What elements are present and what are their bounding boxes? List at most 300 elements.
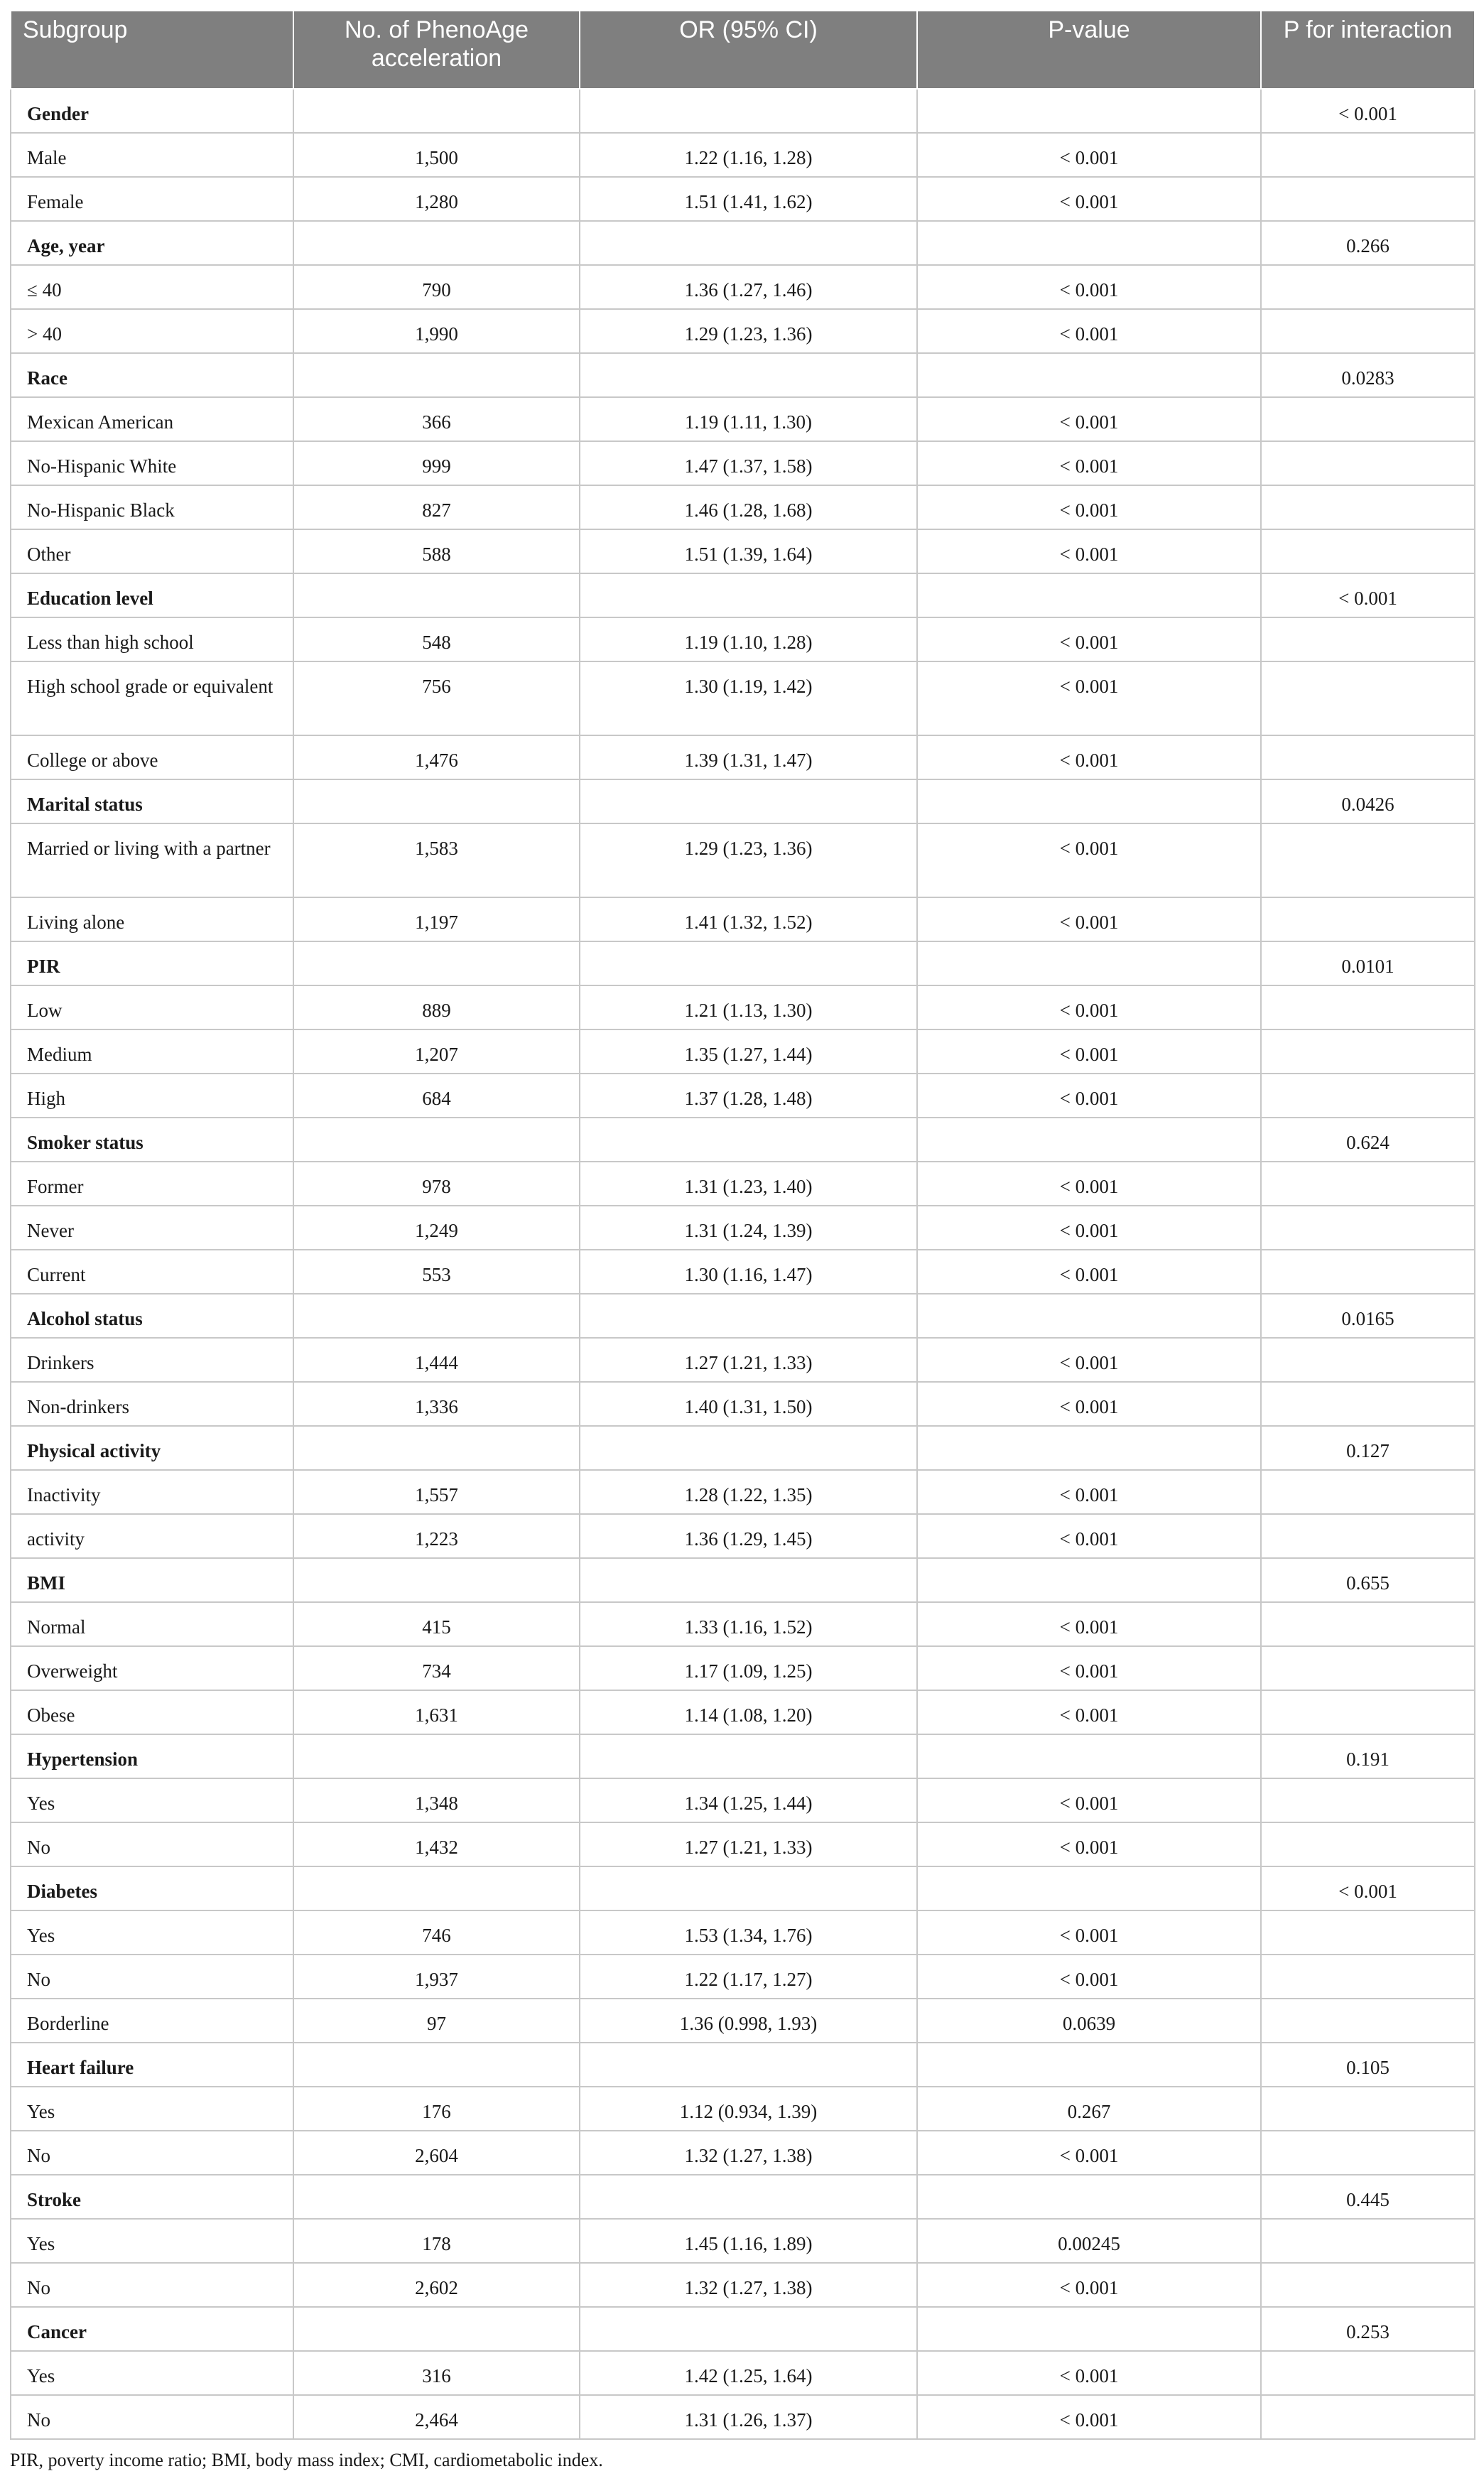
subgroup-cell: Mexican American	[11, 397, 293, 441]
or-cell: 1.45 (1.16, 1.89)	[580, 2219, 917, 2263]
count-cell: 1,336	[293, 1382, 580, 1426]
p-interaction-cell	[1261, 1250, 1475, 1294]
table-group-row	[11, 779, 1475, 823]
subgroup-cell: Cancer	[11, 2307, 293, 2351]
p-interaction-cell	[1261, 309, 1475, 353]
count-cell: 889	[293, 985, 580, 1029]
p-value-cell: < 0.001	[917, 617, 1261, 661]
table-group-row	[11, 353, 1475, 397]
p-value-cell	[917, 941, 1261, 985]
or-cell: 1.34 (1.25, 1.44)	[580, 1778, 917, 1822]
p-value-cell: < 0.001	[917, 2131, 1261, 2175]
table-row	[11, 1999, 1475, 2043]
count-cell: 366	[293, 397, 580, 441]
or-cell: 1.19 (1.11, 1.30)	[580, 397, 917, 441]
count-cell: 97	[293, 1999, 580, 2043]
p-interaction-cell	[1261, 1206, 1475, 1250]
p-interaction-cell	[1261, 133, 1475, 177]
p-value-cell: < 0.001	[917, 397, 1261, 441]
subgroup-cell: No	[11, 1955, 293, 1999]
table-row	[11, 397, 1475, 441]
count-cell: 176	[293, 2087, 580, 2131]
or-cell: 1.46 (1.28, 1.68)	[580, 485, 917, 529]
or-cell: 1.41 (1.32, 1.52)	[580, 897, 917, 941]
table-row	[11, 823, 1475, 897]
p-value-cell	[917, 2307, 1261, 2351]
table-body	[11, 89, 1475, 2439]
p-value-cell: < 0.001	[917, 2351, 1261, 2395]
p-interaction-cell	[1261, 1910, 1475, 1955]
table-row	[11, 1250, 1475, 1294]
table-group-row	[11, 2175, 1475, 2219]
subgroup-cell: Male	[11, 133, 293, 177]
subgroup-cell: No	[11, 2131, 293, 2175]
p-value-cell	[917, 1866, 1261, 1910]
or-cell	[580, 221, 917, 265]
p-value-cell: < 0.001	[917, 1690, 1261, 1734]
or-cell: 1.12 (0.934, 1.39)	[580, 2087, 917, 2131]
table-row	[11, 1778, 1475, 1822]
or-cell: 1.51 (1.39, 1.64)	[580, 529, 917, 573]
count-cell: 827	[293, 485, 580, 529]
or-cell: 1.29 (1.23, 1.36)	[580, 309, 917, 353]
count-cell: 1,583	[293, 823, 580, 897]
p-interaction-cell	[1261, 1338, 1475, 1382]
subgroup-cell: Yes	[11, 2087, 293, 2131]
table-row	[11, 1206, 1475, 1250]
p-interaction-cell	[1261, 2263, 1475, 2307]
p-value-cell: < 0.001	[917, 1162, 1261, 1206]
p-value-cell	[917, 353, 1261, 397]
count-cell	[293, 2307, 580, 2351]
subgroup-cell: Current	[11, 1250, 293, 1294]
or-cell: 1.31 (1.26, 1.37)	[580, 2395, 917, 2439]
table-row	[11, 897, 1475, 941]
p-value-cell: < 0.001	[917, 265, 1261, 309]
count-cell: 978	[293, 1162, 580, 1206]
or-cell: 1.42 (1.25, 1.64)	[580, 2351, 917, 2395]
subgroup-cell: Alcohol status	[11, 1294, 293, 1338]
subgroup-cell: Age, year	[11, 221, 293, 265]
p-interaction-cell	[1261, 2351, 1475, 2395]
or-cell	[580, 1866, 917, 1910]
p-value-cell: < 0.001	[917, 985, 1261, 1029]
table-row	[11, 1910, 1475, 1955]
p-value-cell: < 0.001	[917, 1646, 1261, 1690]
table-group-row	[11, 1294, 1475, 1338]
subgroup-cell: activity	[11, 1514, 293, 1558]
p-value-cell	[917, 2043, 1261, 2087]
subgroup-cell: Low	[11, 985, 293, 1029]
subgroup-cell: Never	[11, 1206, 293, 1250]
p-value-cell: < 0.001	[917, 1778, 1261, 1822]
table-row	[11, 485, 1475, 529]
count-cell: 1,223	[293, 1514, 580, 1558]
table-group-row	[11, 2307, 1475, 2351]
table-row	[11, 2131, 1475, 2175]
p-interaction-cell	[1261, 661, 1475, 735]
p-interaction-cell	[1261, 2395, 1475, 2439]
p-interaction-cell: 0.253	[1261, 2307, 1475, 2351]
count-cell	[293, 353, 580, 397]
subgroup-cell: Non-drinkers	[11, 1382, 293, 1426]
p-interaction-cell: 0.0426	[1261, 779, 1475, 823]
or-cell	[580, 1734, 917, 1778]
subgroup-cell: Heart failure	[11, 2043, 293, 2087]
table-group-row	[11, 941, 1475, 985]
table-row	[11, 2263, 1475, 2307]
p-interaction-cell	[1261, 485, 1475, 529]
p-value-cell: < 0.001	[917, 735, 1261, 779]
p-interaction-cell	[1261, 1602, 1475, 1646]
p-value-cell	[917, 1734, 1261, 1778]
p-value-cell	[917, 1558, 1261, 1602]
subgroup-cell: Female	[11, 177, 293, 221]
or-cell	[580, 779, 917, 823]
or-cell: 1.21 (1.13, 1.30)	[580, 985, 917, 1029]
table-group-row	[11, 1734, 1475, 1778]
p-value-cell: < 0.001	[917, 1602, 1261, 1646]
p-interaction-cell	[1261, 1646, 1475, 1690]
subgroup-cell: Yes	[11, 1910, 293, 1955]
p-interaction-cell	[1261, 1999, 1475, 2043]
count-cell	[293, 1734, 580, 1778]
count-cell	[293, 779, 580, 823]
table-group-row	[11, 89, 1475, 133]
p-interaction-cell	[1261, 2087, 1475, 2131]
p-interaction-cell	[1261, 1029, 1475, 1074]
p-value-cell	[917, 573, 1261, 617]
p-value-cell: < 0.001	[917, 485, 1261, 529]
count-cell: 790	[293, 265, 580, 309]
or-cell	[580, 941, 917, 985]
subgroup-cell: Drinkers	[11, 1338, 293, 1382]
or-cell: 1.29 (1.23, 1.36)	[580, 823, 917, 897]
table-group-row	[11, 221, 1475, 265]
subgroup-cell: No	[11, 2395, 293, 2439]
or-cell: 1.31 (1.23, 1.40)	[580, 1162, 917, 1206]
subgroup-cell: Hypertension	[11, 1734, 293, 1778]
table-group-row	[11, 2043, 1475, 2087]
table-row	[11, 1029, 1475, 1074]
p-interaction-cell: 0.0165	[1261, 1294, 1475, 1338]
count-cell	[293, 1118, 580, 1162]
p-interaction-cell	[1261, 1074, 1475, 1118]
or-cell	[580, 1558, 917, 1602]
subgroup-cell: Yes	[11, 2351, 293, 2395]
p-value-cell: < 0.001	[917, 529, 1261, 573]
or-cell: 1.14 (1.08, 1.20)	[580, 1690, 917, 1734]
p-value-cell: 0.267	[917, 2087, 1261, 2131]
subgroup-cell: College or above	[11, 735, 293, 779]
subgroup-cell: BMI	[11, 1558, 293, 1602]
table-row	[11, 1074, 1475, 1118]
or-cell	[580, 1294, 917, 1338]
count-cell: 1,432	[293, 1822, 580, 1866]
count-cell	[293, 941, 580, 985]
p-value-cell: < 0.001	[917, 441, 1261, 485]
count-cell: 1,444	[293, 1338, 580, 1382]
subgroup-cell: No	[11, 2263, 293, 2307]
subgroup-cell: Smoker status	[11, 1118, 293, 1162]
table-group-row	[11, 1426, 1475, 1470]
p-interaction-cell: 0.0101	[1261, 941, 1475, 985]
table-row	[11, 1955, 1475, 1999]
or-cell: 1.17 (1.09, 1.25)	[580, 1646, 917, 1690]
table-row	[11, 617, 1475, 661]
table-row	[11, 441, 1475, 485]
p-value-cell	[917, 1294, 1261, 1338]
subgroup-cell: Normal	[11, 1602, 293, 1646]
subgroup-cell: Inactivity	[11, 1470, 293, 1514]
table-row	[11, 529, 1475, 573]
p-value-cell	[917, 2175, 1261, 2219]
subgroup-cell: Yes	[11, 1778, 293, 1822]
or-cell: 1.22 (1.16, 1.28)	[580, 133, 917, 177]
or-cell: 1.51 (1.41, 1.62)	[580, 177, 917, 221]
p-value-cell: < 0.001	[917, 661, 1261, 735]
p-interaction-cell: < 0.001	[1261, 89, 1475, 133]
count-cell: 548	[293, 617, 580, 661]
table-row	[11, 1690, 1475, 1734]
count-cell: 756	[293, 661, 580, 735]
table-row	[11, 177, 1475, 221]
or-cell: 1.37 (1.28, 1.48)	[580, 1074, 917, 1118]
p-interaction-cell: < 0.001	[1261, 1866, 1475, 1910]
p-interaction-cell: 0.655	[1261, 1558, 1475, 1602]
p-value-cell: < 0.001	[917, 1822, 1261, 1866]
table-group-row	[11, 573, 1475, 617]
or-cell: 1.19 (1.10, 1.28)	[580, 617, 917, 661]
table-row	[11, 1602, 1475, 1646]
count-cell: 1,207	[293, 1029, 580, 1074]
p-value-cell: < 0.001	[917, 1206, 1261, 1250]
p-interaction-cell	[1261, 177, 1475, 221]
p-value-cell: < 0.001	[917, 1955, 1261, 1999]
p-value-cell: < 0.001	[917, 1250, 1261, 1294]
or-cell	[580, 2175, 917, 2219]
p-value-cell: 0.0639	[917, 1999, 1261, 2043]
or-cell: 1.40 (1.31, 1.50)	[580, 1382, 917, 1426]
table-row	[11, 985, 1475, 1029]
subgroup-analysis-table	[10, 10, 1475, 2440]
p-interaction-cell: 0.445	[1261, 2175, 1475, 2219]
p-interaction-cell	[1261, 985, 1475, 1029]
p-value-cell: < 0.001	[917, 823, 1261, 897]
subgroup-cell: No	[11, 1822, 293, 1866]
count-cell	[293, 221, 580, 265]
count-cell: 553	[293, 1250, 580, 1294]
count-cell	[293, 1294, 580, 1338]
count-cell: 1,476	[293, 735, 580, 779]
p-value-cell: < 0.001	[917, 177, 1261, 221]
subgroup-cell: Borderline	[11, 1999, 293, 2043]
count-cell: 2,602	[293, 2263, 580, 2307]
count-cell	[293, 2175, 580, 2219]
header-count: No. of PhenoAge acceleration	[293, 11, 580, 89]
or-cell	[580, 573, 917, 617]
table-group-row	[11, 1866, 1475, 1910]
table-row	[11, 2087, 1475, 2131]
count-cell: 178	[293, 2219, 580, 2263]
subgroup-cell: Gender	[11, 89, 293, 133]
p-interaction-cell: 0.127	[1261, 1426, 1475, 1470]
count-cell: 1,249	[293, 1206, 580, 1250]
or-cell: 1.32 (1.27, 1.38)	[580, 2263, 917, 2307]
subgroup-cell: Stroke	[11, 2175, 293, 2219]
subgroup-cell: Race	[11, 353, 293, 397]
table-footnote: PIR, poverty income ratio; BMI, body mass index; CMI, cardiometabolic index.	[10, 2450, 603, 2470]
p-value-cell: < 0.001	[917, 1514, 1261, 1558]
count-cell: 1,990	[293, 309, 580, 353]
p-value-cell: < 0.001	[917, 1382, 1261, 1426]
p-interaction-cell	[1261, 2131, 1475, 2175]
count-cell	[293, 1426, 580, 1470]
count-cell: 316	[293, 2351, 580, 2395]
table-row	[11, 133, 1475, 177]
subgroup-table-container	[10, 10, 1474, 2440]
count-cell: 1,197	[293, 897, 580, 941]
p-value-cell: < 0.001	[917, 2395, 1261, 2439]
or-cell: 1.28 (1.22, 1.35)	[580, 1470, 917, 1514]
count-cell: 1,557	[293, 1470, 580, 1514]
or-cell: 1.36 (0.998, 1.93)	[580, 1999, 917, 2043]
subgroup-cell: High	[11, 1074, 293, 1118]
or-cell: 1.39 (1.31, 1.47)	[580, 735, 917, 779]
table-row	[11, 1514, 1475, 1558]
p-interaction-cell	[1261, 1955, 1475, 1999]
or-cell: 1.36 (1.27, 1.46)	[580, 265, 917, 309]
subgroup-cell: No-Hispanic White	[11, 441, 293, 485]
count-cell: 1,631	[293, 1690, 580, 1734]
subgroup-cell: Physical activity	[11, 1426, 293, 1470]
subgroup-cell: Married or living with a partner	[11, 823, 293, 897]
subgroup-cell: No-Hispanic Black	[11, 485, 293, 529]
p-interaction-cell	[1261, 1470, 1475, 1514]
or-cell	[580, 1118, 917, 1162]
p-interaction-cell	[1261, 441, 1475, 485]
or-cell: 1.53 (1.34, 1.76)	[580, 1910, 917, 1955]
subgroup-cell: Diabetes	[11, 1866, 293, 1910]
p-interaction-cell	[1261, 1690, 1475, 1734]
table-header-row	[11, 11, 1475, 89]
or-cell	[580, 1426, 917, 1470]
p-value-cell: < 0.001	[917, 1074, 1261, 1118]
subgroup-cell: Marital status	[11, 779, 293, 823]
header-or: OR (95% CI)	[580, 11, 917, 89]
or-cell: 1.33 (1.16, 1.52)	[580, 1602, 917, 1646]
p-interaction-cell	[1261, 529, 1475, 573]
count-cell	[293, 2043, 580, 2087]
count-cell: 2,464	[293, 2395, 580, 2439]
or-cell: 1.22 (1.17, 1.27)	[580, 1955, 917, 1999]
or-cell	[580, 89, 917, 133]
table-row	[11, 309, 1475, 353]
table-row	[11, 1382, 1475, 1426]
p-interaction-cell	[1261, 1162, 1475, 1206]
subgroup-cell: Education level	[11, 573, 293, 617]
or-cell: 1.30 (1.16, 1.47)	[580, 1250, 917, 1294]
count-cell	[293, 1558, 580, 1602]
p-interaction-cell	[1261, 1514, 1475, 1558]
p-interaction-cell: 0.266	[1261, 221, 1475, 265]
p-value-cell	[917, 221, 1261, 265]
subgroup-cell: PIR	[11, 941, 293, 985]
p-interaction-cell	[1261, 1778, 1475, 1822]
or-cell: 1.36 (1.29, 1.45)	[580, 1514, 917, 1558]
or-cell: 1.30 (1.19, 1.42)	[580, 661, 917, 735]
table-row	[11, 265, 1475, 309]
table-row	[11, 2395, 1475, 2439]
p-value-cell	[917, 89, 1261, 133]
or-cell: 1.31 (1.24, 1.39)	[580, 1206, 917, 1250]
table-row	[11, 1162, 1475, 1206]
header-p-interaction: P for interaction	[1261, 11, 1475, 89]
count-cell	[293, 1866, 580, 1910]
p-interaction-cell	[1261, 265, 1475, 309]
table-row	[11, 735, 1475, 779]
count-cell	[293, 573, 580, 617]
p-interaction-cell: 0.624	[1261, 1118, 1475, 1162]
table-group-row	[11, 1118, 1475, 1162]
subgroup-cell: Other	[11, 529, 293, 573]
subgroup-cell: > 40	[11, 309, 293, 353]
subgroup-cell: Medium	[11, 1029, 293, 1074]
count-cell: 1,348	[293, 1778, 580, 1822]
table-row	[11, 661, 1475, 735]
p-value-cell	[917, 1118, 1261, 1162]
subgroup-cell: Overweight	[11, 1646, 293, 1690]
count-cell: 588	[293, 529, 580, 573]
p-value-cell: < 0.001	[917, 309, 1261, 353]
subgroup-cell: Yes	[11, 2219, 293, 2263]
p-interaction-cell: 0.191	[1261, 1734, 1475, 1778]
subgroup-cell: Obese	[11, 1690, 293, 1734]
or-cell: 1.47 (1.37, 1.58)	[580, 441, 917, 485]
p-interaction-cell	[1261, 617, 1475, 661]
subgroup-cell: Less than high school	[11, 617, 293, 661]
p-value-cell: < 0.001	[917, 1470, 1261, 1514]
subgroup-cell: ≤ 40	[11, 265, 293, 309]
count-cell: 1,500	[293, 133, 580, 177]
table-row	[11, 1646, 1475, 1690]
p-value-cell: 0.00245	[917, 2219, 1261, 2263]
or-cell: 1.27 (1.21, 1.33)	[580, 1338, 917, 1382]
p-interaction-cell: 0.105	[1261, 2043, 1475, 2087]
count-cell: 734	[293, 1646, 580, 1690]
count-cell: 746	[293, 1910, 580, 1955]
p-value-cell: < 0.001	[917, 1338, 1261, 1382]
subgroup-cell: High school grade or equivalent	[11, 661, 293, 735]
p-interaction-cell	[1261, 2219, 1475, 2263]
p-value-cell: < 0.001	[917, 1029, 1261, 1074]
table-row	[11, 2351, 1475, 2395]
table-group-row	[11, 1558, 1475, 1602]
header-p-value: P-value	[917, 11, 1261, 89]
p-value-cell	[917, 1426, 1261, 1470]
count-cell	[293, 89, 580, 133]
p-interaction-cell	[1261, 1382, 1475, 1426]
p-value-cell	[917, 779, 1261, 823]
count-cell: 2,604	[293, 2131, 580, 2175]
count-cell: 684	[293, 1074, 580, 1118]
table-row	[11, 1338, 1475, 1382]
or-cell: 1.27 (1.21, 1.33)	[580, 1822, 917, 1866]
subgroup-cell: Former	[11, 1162, 293, 1206]
or-cell	[580, 353, 917, 397]
p-interaction-cell: 0.0283	[1261, 353, 1475, 397]
or-cell: 1.35 (1.27, 1.44)	[580, 1029, 917, 1074]
